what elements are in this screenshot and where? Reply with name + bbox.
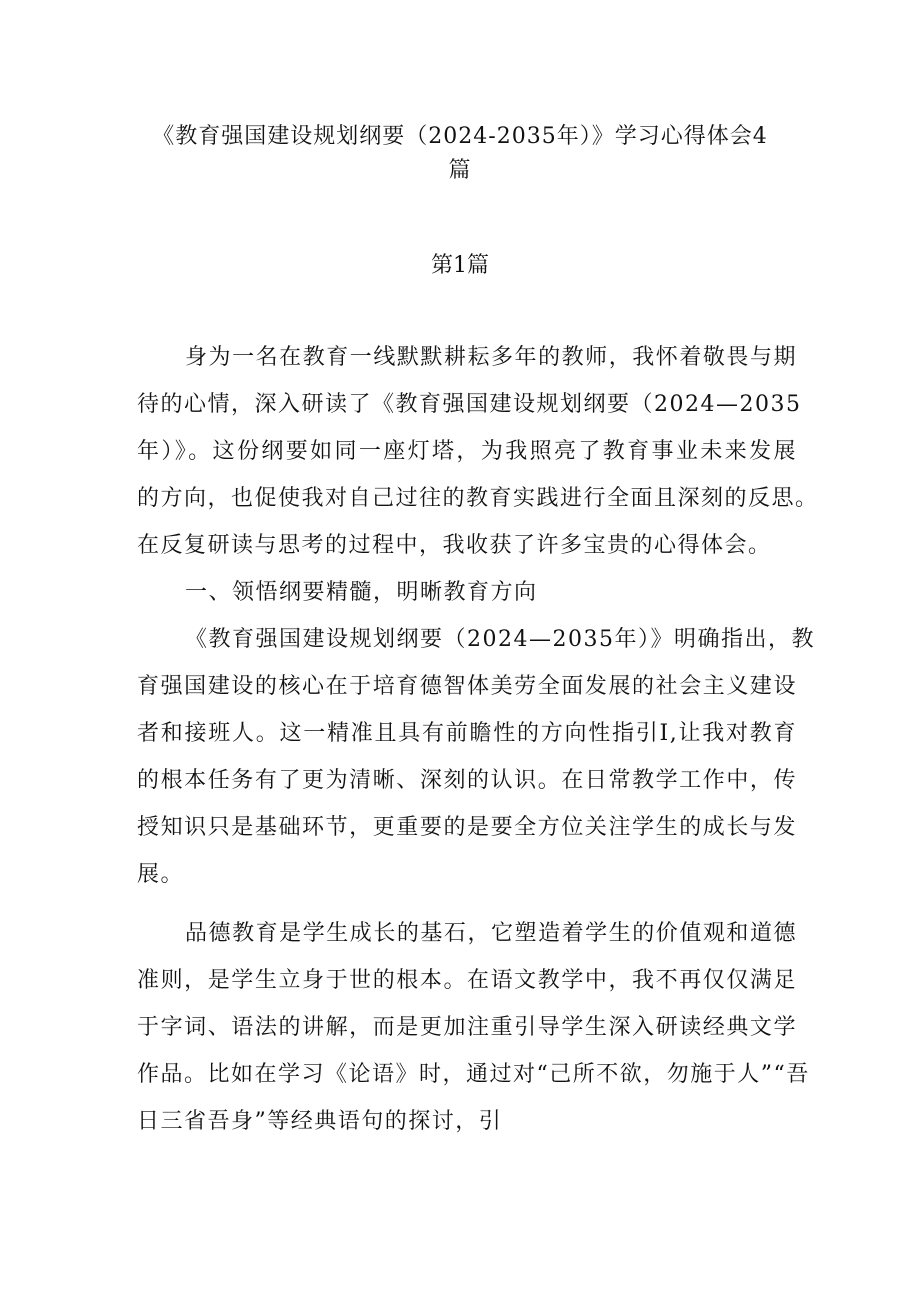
body-line: 的根本任务有了更为清晰、深刻的认识。在日常教学工作中，传 [137,768,797,793]
body-line: 育强国建设的核心在于培育德智体美劳全面发展的社会主义建设 [137,674,797,699]
body-line: 者和接班人。这一精准且具有前瞻性的方向性指引I,让我对教育 [137,721,797,746]
paragraph-gap [137,904,797,916]
body-line: 待的心情，深入研读了《教育强国建设规划纲要（2024—2035 [137,392,802,417]
document-body [137,340,819,1151]
body-line: 日三省吾身”等经典语句的探讨，引 [137,1109,503,1134]
body-line: 的方向，也促使我对自己过往的教育实践进行全面且深刻的反思。 [137,486,819,511]
body-line: 于字词、语法的讲解，而是更加注重引导学生深入研读经典文学 [137,1015,797,1040]
document-title-line-2: 篇 [448,158,472,183]
body-line: 身为一名在教育一线默默耕耘多年的教师，我怀着敬畏与期 [185,345,797,370]
subheading-line: 一、领悟纲要精髓，明晰教育方向 [185,580,538,605]
document-title [120,120,800,188]
body-line: 准则，是学生立身于世的根本。在语文教学中，我不再仅仅满足 [137,968,797,993]
body-line: 展。 [137,862,185,887]
section-heading: 第1篇 [431,253,489,278]
body-line: 作品。比如在学习《论语》时，通过对“己所不欲，勿施于人”“吾 [137,1062,810,1087]
body-line: 授知识只是基础环节，更重要的是要全方位关注学生的成长与发 [137,815,797,840]
body-line: 品德教育是学生成长的基石，它塑造着学生的价值观和道德 [185,921,797,946]
body-line: 年）》。这份纲要如同一座灯塔，为我照亮了教育事业未来发展 [137,439,797,464]
body-line: 《教育强国建设规划纲要（2024—2035年）》明确指出，教 [185,627,815,652]
document-title-line-1: 《教育强国建设规划纲要（2024-2035年）》学习心得体会4 [152,124,768,149]
body-line: 在反复研读与思考的过程中，我收获了许多宝贵的心得体会。 [137,533,772,558]
